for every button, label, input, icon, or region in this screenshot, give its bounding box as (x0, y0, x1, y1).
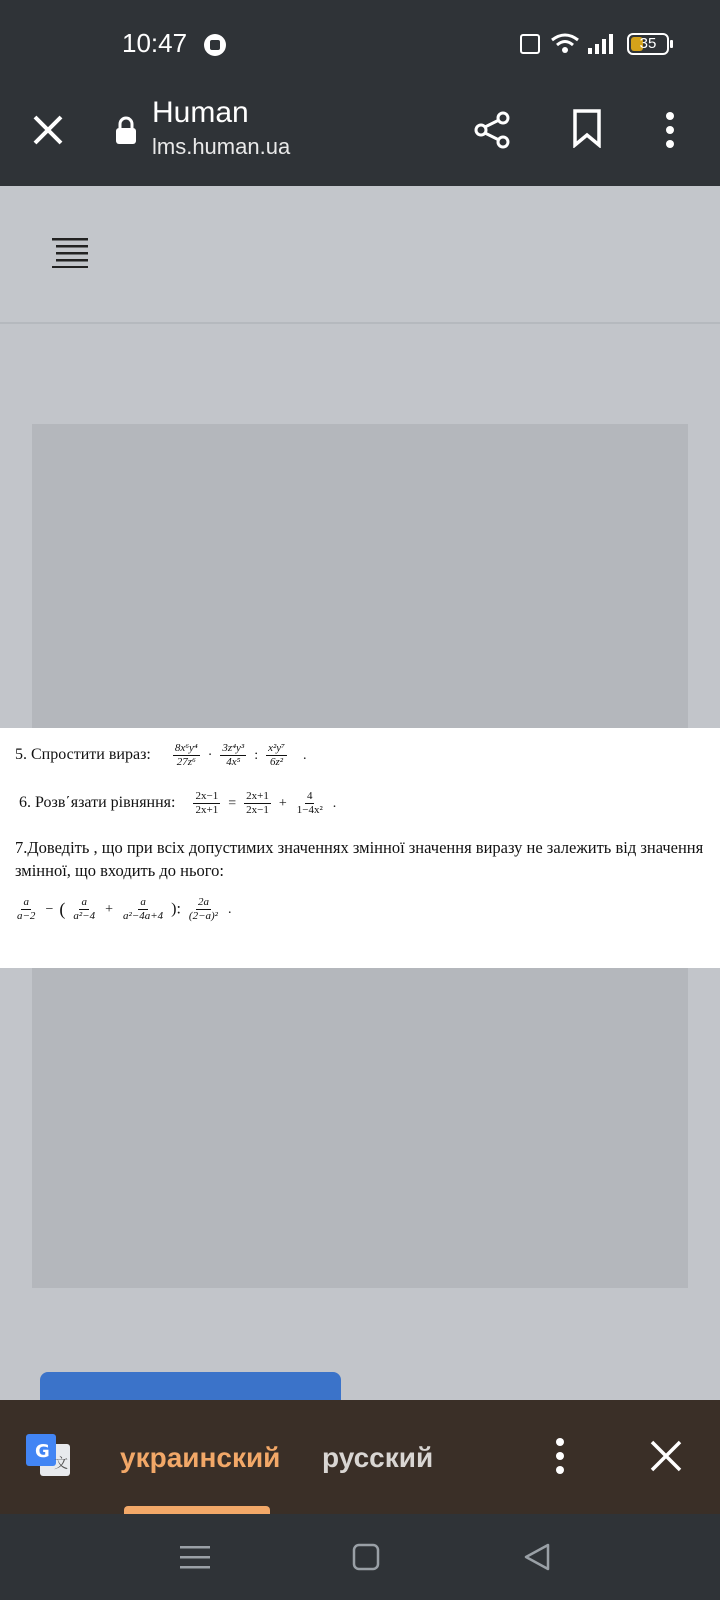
battery-level: 35 (639, 35, 657, 52)
denominator: (2−a)² (188, 910, 218, 922)
page-url[interactable]: lms.human.ua (152, 134, 291, 159)
more-menu-icon[interactable] (660, 108, 680, 152)
home-icon[interactable] (350, 1542, 384, 1572)
numerator: 8x⁶y⁴ (174, 742, 198, 754)
numerator: a (140, 896, 146, 908)
browser-toolbar (0, 90, 720, 186)
fraction (15, 896, 37, 923)
wifi-icon (550, 32, 580, 54)
task-7-text: 7.Доведіть , що при всіх допустимих значеннях змінної значення виразу не залежить від значення змінної, що входить до нього: (15, 838, 704, 880)
operator: ): (171, 900, 181, 918)
numerator: 2x−1 (195, 790, 219, 802)
fraction (121, 896, 165, 923)
denominator: 6z² (270, 756, 284, 768)
recent-apps-icon[interactable] (178, 1542, 212, 1572)
fraction (244, 790, 271, 817)
status-bar (0, 0, 720, 90)
battery-cap (670, 40, 673, 48)
task-5 (15, 742, 309, 769)
numerator: 3z⁴y³ (222, 742, 245, 754)
period: . (332, 795, 337, 811)
document-image (0, 728, 720, 968)
operator: · (207, 747, 213, 763)
screen-record-icon (204, 34, 226, 56)
more-options-icon[interactable] (548, 1436, 572, 1476)
active-tab-indicator (124, 1506, 270, 1514)
numerator: 2a (197, 896, 209, 908)
task-6 (19, 790, 338, 817)
numerator: a (23, 896, 29, 908)
denominator: a−2 (17, 910, 36, 922)
share-icon[interactable] (470, 108, 514, 152)
bookmark-icon[interactable] (570, 106, 604, 150)
google-translate-icon[interactable] (26, 1434, 72, 1480)
fraction (220, 742, 246, 769)
svg-text:G: G (35, 1441, 50, 1462)
menu-icon[interactable] (52, 238, 88, 268)
operator: + (105, 901, 113, 917)
system-nav-bar (0, 1514, 720, 1600)
page-header (0, 186, 720, 324)
operator: ( (59, 899, 66, 919)
denominator: a²−4a+4 (122, 910, 164, 922)
lock-icon[interactable] (112, 114, 140, 148)
close-translate-icon[interactable] (646, 1436, 686, 1476)
task-7-expression (13, 896, 233, 923)
denominator: a²−4 (73, 910, 96, 922)
operator: = (228, 795, 237, 811)
task-5-label: 5. Спростити вираз: (15, 746, 151, 764)
action-button[interactable] (40, 1372, 341, 1402)
operator: − (45, 901, 54, 917)
nfc-icon (520, 34, 540, 54)
back-icon[interactable] (522, 1542, 556, 1572)
fraction (193, 790, 220, 817)
denominator: 4x⁵ (226, 756, 241, 768)
fraction (187, 896, 220, 923)
numerator: 4 (306, 790, 313, 802)
period: . (227, 901, 232, 917)
denominator: 1−4x² (296, 804, 323, 816)
period: . (303, 747, 307, 763)
fraction (266, 742, 287, 769)
close-icon[interactable] (28, 110, 68, 150)
source-language-tab[interactable]: украинский (120, 1442, 281, 1473)
clock: 10:47 (122, 28, 188, 58)
operator: + (278, 795, 287, 811)
task-6-label: 6. Розв΄язати рівняння: (19, 794, 176, 812)
numerator: 2x+1 (246, 790, 269, 802)
battery-icon (627, 33, 669, 55)
translate-bar (0, 1400, 720, 1514)
numerator: a (81, 896, 87, 908)
denominator: 2x+1 (195, 804, 219, 816)
signal-icon (586, 32, 616, 54)
denominator: 27z⁶ (176, 756, 196, 768)
fraction (295, 790, 325, 817)
fraction (173, 742, 200, 769)
page-title[interactable]: Human (152, 96, 249, 129)
fraction (71, 896, 97, 923)
svg-text:文: 文 (54, 1456, 68, 1472)
numerator: x²y⁷ (268, 742, 285, 754)
denominator: 2x−1 (246, 804, 269, 816)
target-language-tab[interactable]: русский (322, 1442, 434, 1473)
operator: : (254, 747, 259, 763)
